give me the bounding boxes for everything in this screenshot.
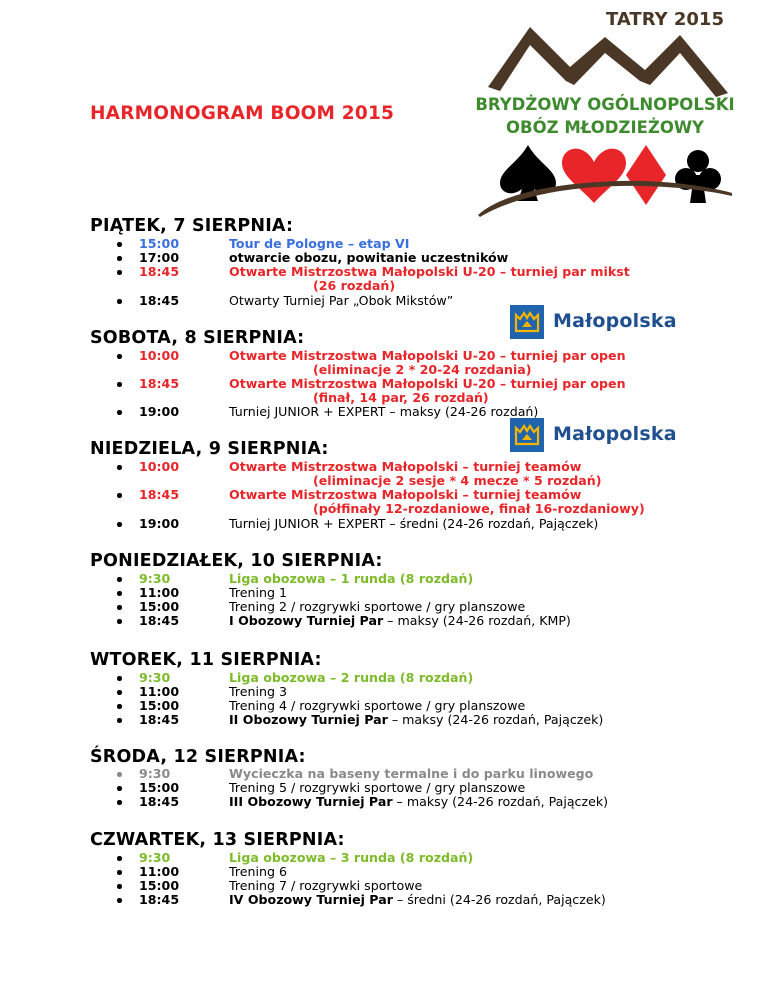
item-time: 10:00 <box>139 459 180 474</box>
item-desc: Trening 5 / rozgrywki sportowe / gry planszowe <box>229 780 526 795</box>
day-heading-piatek: PIĄTEK, 7 SIERPNIA: <box>90 216 294 236</box>
bullet-icon <box>117 270 122 275</box>
item-desc: Liga obozowa – 2 runda (8 rozdań) <box>229 670 474 685</box>
malopolska-word: Małopolska <box>553 310 677 332</box>
item-desc: Otwarte Mistrzostwa Małopolski – turniej teamów <box>229 459 582 474</box>
item-desc <box>229 795 608 809</box>
logo-line1: BRYDŻOWY OGÓLNOPOLSKI <box>475 95 735 114</box>
bullet-icon <box>117 786 122 791</box>
bullet-icon <box>117 676 122 681</box>
malopolska-icon <box>510 305 544 339</box>
bullet-icon <box>117 591 122 596</box>
day-heading-poniedzialek: PONIEDZIAŁEK, 10 SIERPNIA: <box>90 551 383 571</box>
item-time: 18:45 <box>139 613 180 628</box>
heart-icon <box>562 149 626 203</box>
item-time: 18:45 <box>139 794 180 809</box>
item-desc: Trening 4 / rozgrywki sportowe / gry planszowe <box>229 698 526 713</box>
malopolska-logo-2 <box>510 418 680 452</box>
camp-logo <box>470 5 740 217</box>
item-time: 15:00 <box>139 599 180 614</box>
bullet-icon <box>117 242 122 247</box>
item-time: 18:45 <box>139 712 180 727</box>
item-desc-detail: (eliminacje 2 sesje * 4 mecze * 5 rozdań) <box>313 473 602 488</box>
item-desc: Liga obozowa – 3 runda (8 rozdań) <box>229 850 474 865</box>
item-desc-bold: III Obozowy Turniej Par <box>229 794 393 809</box>
logo-line2: OBÓZ MŁODZIEŻOWY <box>506 118 704 137</box>
item-time: 15:00 <box>139 780 180 795</box>
bullet-icon <box>117 382 122 387</box>
bullet-icon <box>117 704 122 709</box>
item-desc-detail: (półfinały 12-rozdaniowe, finał 16-rozdaniowy) <box>313 501 645 516</box>
item-desc-bold: IV Obozowy Turniej Par <box>229 892 393 907</box>
bullet-icon <box>117 772 122 777</box>
bullet-icon <box>117 354 122 359</box>
item-desc: Trening 2 / rozgrywki sportowe / gry planszowe <box>229 599 526 614</box>
item-desc: Otwarty Turniej Par „Obok Mikstów” <box>229 293 454 308</box>
item-desc: Tour de Pologne – etap VI <box>229 236 410 251</box>
item-time: 9:30 <box>139 766 171 781</box>
bullet-icon <box>117 465 122 470</box>
item-time: 18:45 <box>139 264 180 279</box>
bullet-icon <box>117 898 122 903</box>
item-time: 18:45 <box>139 892 180 907</box>
item-desc-rest: – średni (24-26 rozdań, Pajączek) <box>392 892 606 907</box>
day-heading-sobota: SOBOTA, 8 SIERPNIA: <box>90 328 305 348</box>
malopolska-icon <box>510 418 544 452</box>
item-time: 19:00 <box>139 404 180 419</box>
item-desc-detail: (finał, 14 par, 26 rozdań) <box>313 390 489 405</box>
item-desc: Turniej JUNIOR + EXPERT – średni (24-26 rozdań, Pajączek) <box>229 516 599 531</box>
item-time: 18:45 <box>139 376 180 391</box>
item-time: 10:00 <box>139 348 180 363</box>
bullet-icon <box>117 410 122 415</box>
item-time: 9:30 <box>139 571 171 586</box>
item-desc: Trening 1 <box>229 585 287 600</box>
item-time: 11:00 <box>139 585 180 600</box>
bullet-icon <box>117 605 122 610</box>
mountains-icon <box>488 27 728 97</box>
bullet-icon <box>117 856 122 861</box>
item-desc: Otwarte Mistrzostwa Małopolski – turniej teamów <box>229 487 582 502</box>
bullet-icon <box>117 718 122 723</box>
item-desc-rest: – maksy (24-26 rozdań, KMP) <box>383 613 571 628</box>
bullet-icon <box>117 870 122 875</box>
item-desc <box>229 614 571 628</box>
malopolska-logo <box>510 305 680 339</box>
item-desc: Otwarte Mistrzostwa Małopolski U-20 – turniej par open <box>229 348 626 363</box>
item-time: 15:00 <box>139 878 180 893</box>
item-time: 18:45 <box>139 487 180 502</box>
bullet-icon <box>117 577 122 582</box>
item-desc-detail: (eliminacje 2 * 20-24 rozdania) <box>313 362 532 377</box>
day-heading-niedziela: NIEDZIELA, 9 SIERPNIA: <box>90 439 329 459</box>
logo-top-text: TATRY 2015 <box>606 9 724 30</box>
bullet-icon <box>117 256 122 261</box>
day-heading-wtorek: WTOREK, 11 SIERPNIA: <box>90 650 322 670</box>
bullet-icon <box>117 884 122 889</box>
bullet-icon <box>117 299 122 304</box>
item-desc-rest: – maksy (24-26 rozdań, Pajączek) <box>392 794 609 809</box>
item-desc <box>229 713 603 727</box>
item-desc-bold: II Obozowy Turniej Par <box>229 712 388 727</box>
item-time: 15:00 <box>139 236 180 251</box>
item-time: 9:30 <box>139 670 171 685</box>
malopolska-word: Małopolska <box>553 423 677 445</box>
day-heading-czwartek: CZWARTEK, 13 SIERPNIA: <box>90 830 345 850</box>
item-desc-detail: (26 rozdań) <box>313 278 396 293</box>
item-desc-bold: I Obozowy Turniej Par <box>229 613 384 628</box>
item-desc: Liga obozowa – 1 runda (8 rozdań) <box>229 571 474 586</box>
item-time: 15:00 <box>139 698 180 713</box>
bullet-icon <box>117 690 122 695</box>
item-desc: otwarcie obozu, powitanie uczestników <box>229 250 509 265</box>
item-time: 17:00 <box>139 250 180 265</box>
item-desc-rest: – maksy (24-26 rozdań, Pajączek) <box>387 712 604 727</box>
item-desc: Otwarte Mistrzostwa Małopolski U-20 – turniej par open <box>229 376 626 391</box>
item-desc: Trening 6 <box>229 864 287 879</box>
item-desc: Otwarte Mistrzostwa Małopolski U-20 – turniej par mikst <box>229 264 630 279</box>
item-desc: Trening 3 <box>229 684 287 699</box>
item-desc: Wycieczka na baseny termalne i do parku linowego <box>229 766 594 781</box>
item-time: 19:00 <box>139 516 180 531</box>
diamond-icon <box>626 145 666 205</box>
bullet-icon <box>117 800 122 805</box>
item-desc <box>229 893 606 907</box>
item-desc: Turniej JUNIOR + EXPERT – maksy (24-26 rozdań) <box>229 404 539 419</box>
item-time: 18:45 <box>139 293 180 308</box>
bullet-icon <box>117 522 122 527</box>
item-time: 9:30 <box>139 850 171 865</box>
item-time: 11:00 <box>139 864 180 879</box>
bullet-icon <box>117 493 122 498</box>
club-icon <box>675 150 721 203</box>
item-desc: Trening 7 / rozgrywki sportowe <box>229 878 423 893</box>
item-time: 11:00 <box>139 684 180 699</box>
day-heading-sroda: ŚRODA, 12 SIERPNIA: <box>90 747 306 767</box>
page-title: HARMONOGRAM BOOM 2015 <box>90 103 395 124</box>
bullet-icon <box>117 619 122 624</box>
